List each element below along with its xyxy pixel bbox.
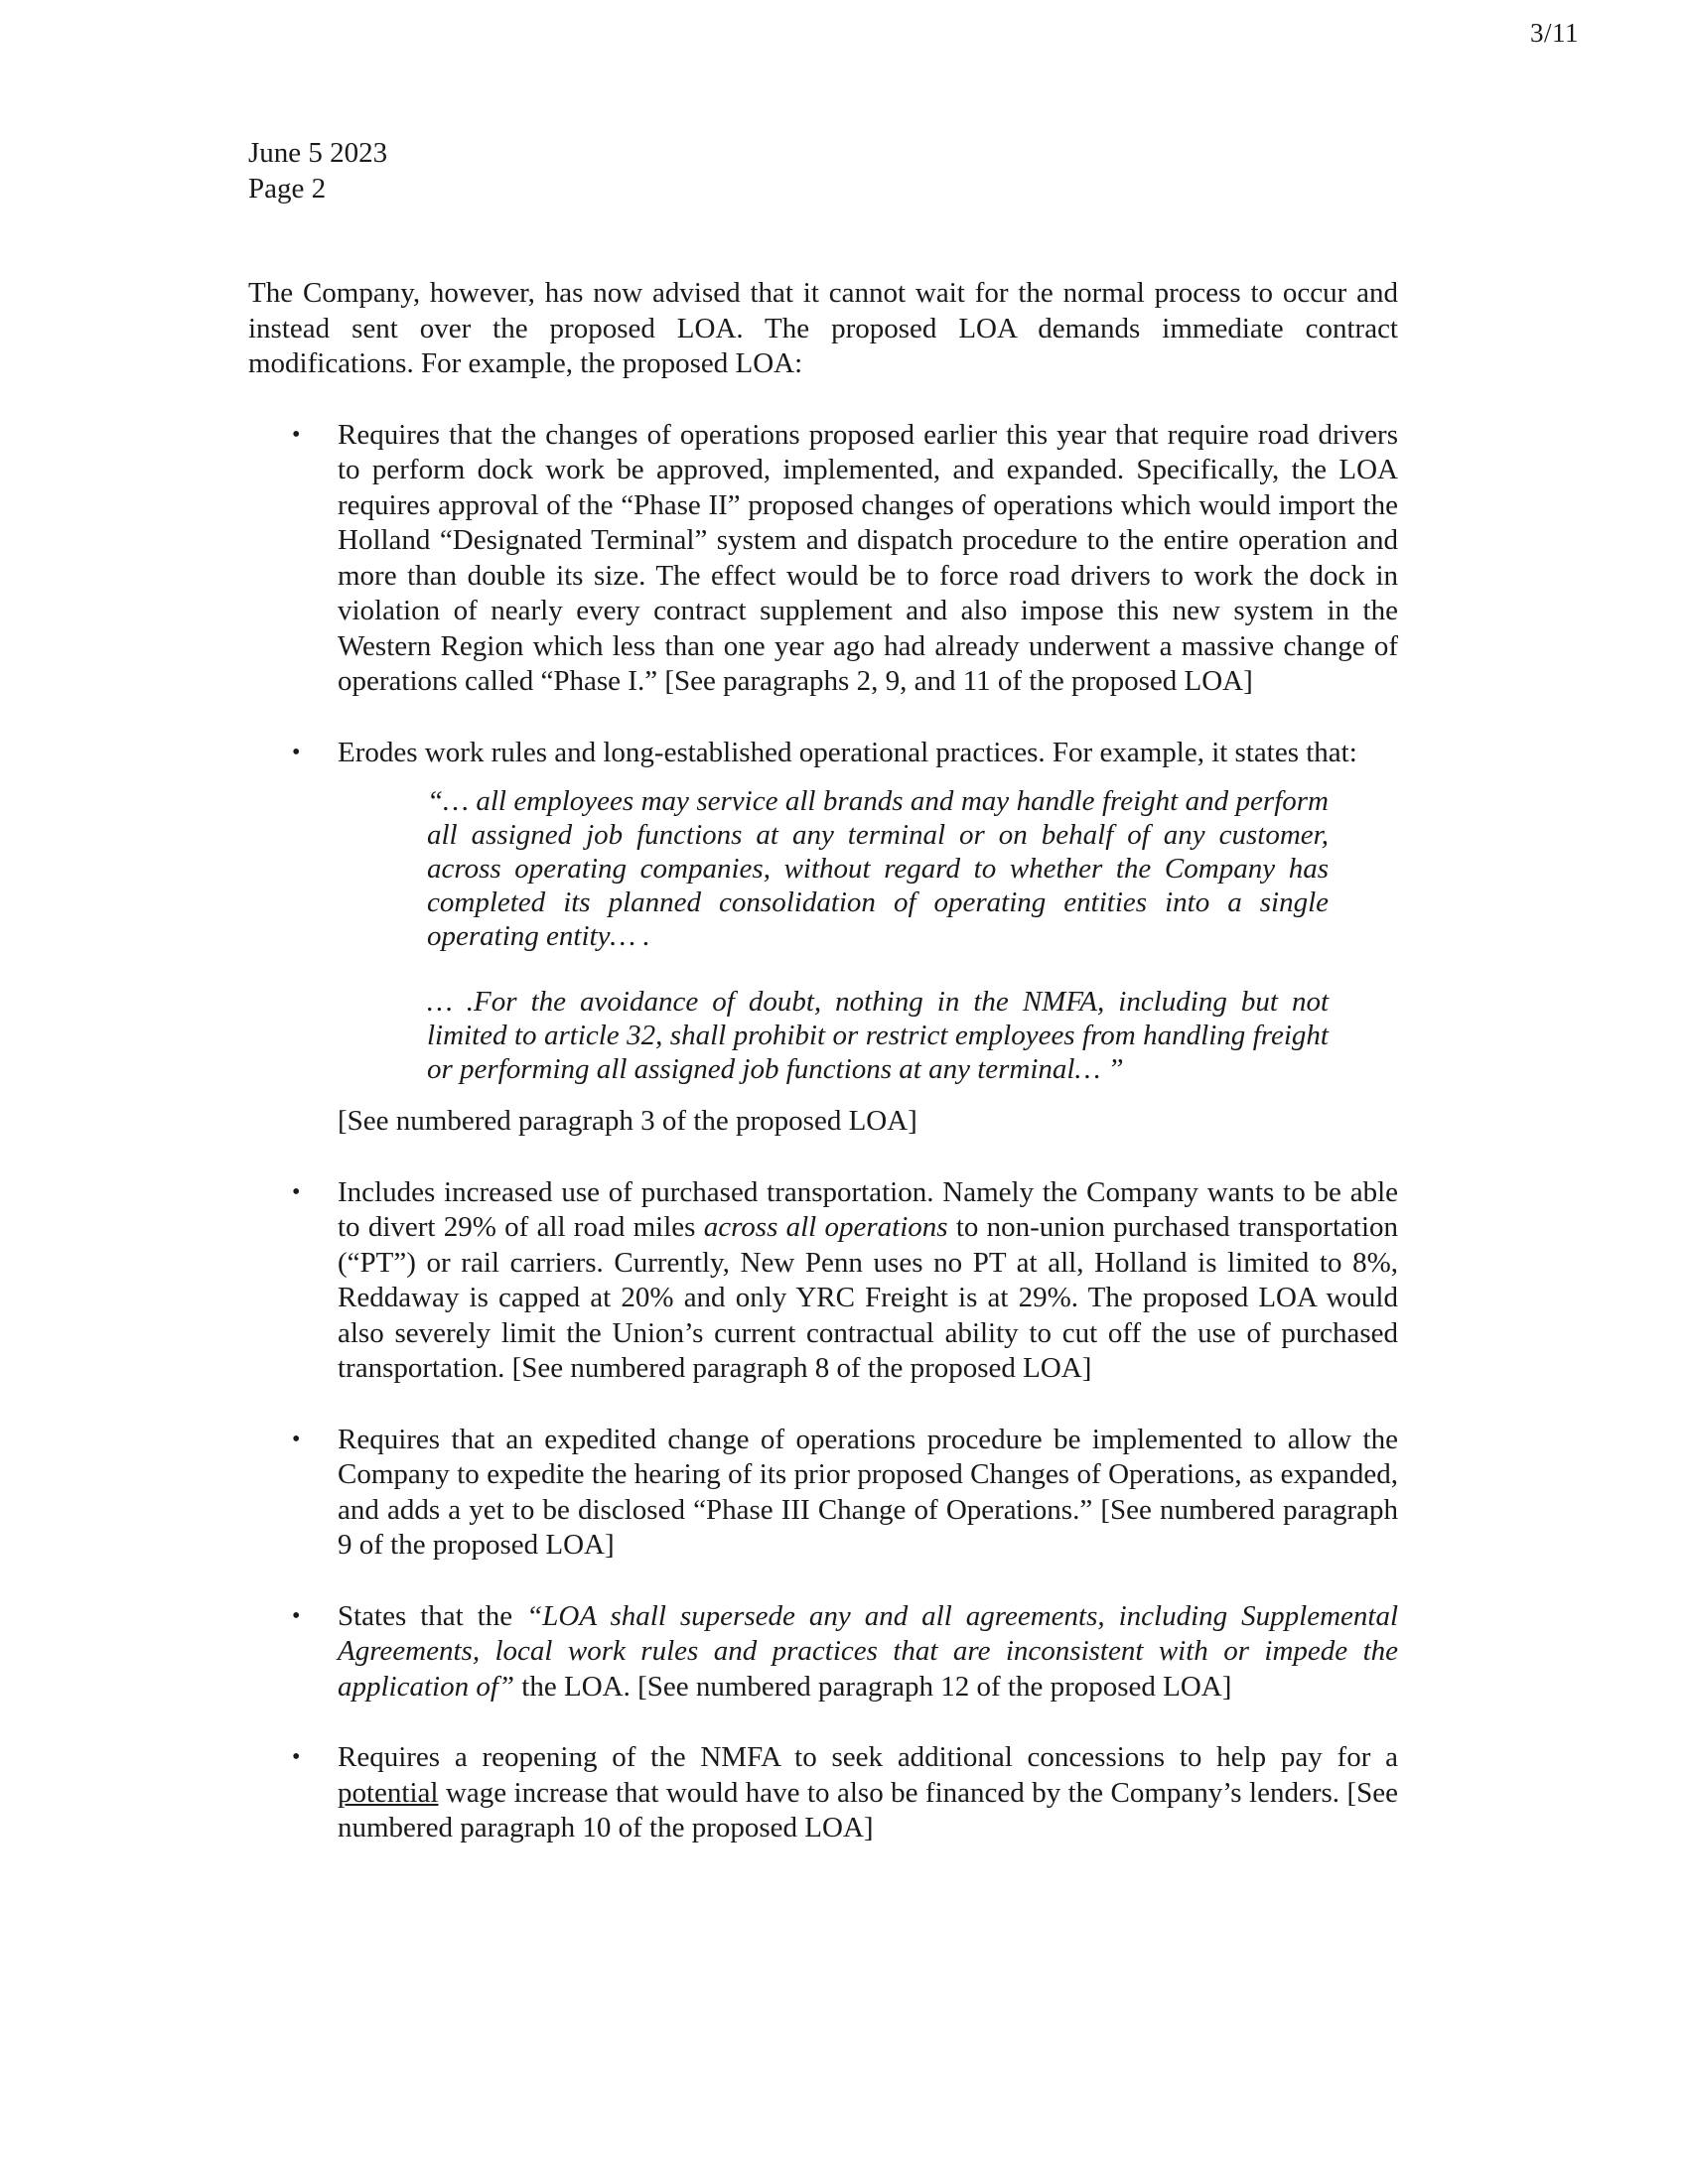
text-run: Requires a reopening of the NMFA to seek additional concessions to help pay for a: [338, 1741, 1398, 1773]
letter-body: [248, 276, 1398, 1882]
list-item: [248, 736, 1398, 1140]
list-item: [248, 1599, 1398, 1706]
letter-page-label: Page 2: [248, 173, 327, 205]
list-item: [248, 1740, 1398, 1846]
text-run: wage increase that would have to also be financed by the Company’s lenders. [See numbered paragraph 10 of the proposed LOA]: [338, 1776, 1398, 1843]
letter-date: June 5 2023: [248, 137, 388, 169]
bullet-text: Requires that the changes of operations proposed earlier this year that require road drivers to perform dock work be approved, implemented, and expanded. Specifically, the LOA requires approval of the “Phase II” proposed changes of operations which would import the Holland “Designated Terminal” system and dispatch procedure to the entire operation and more than double its size. The effect would be to force road drivers to work the dock in violation of nearly every contract supplement and also impose this new system in the Western Region which less than one year ago had already underwent a massive change of operations called “Phase I.” [See paragraphs 2, 9, and 11 of the proposed LOA]: [338, 418, 1398, 697]
letter-header: [248, 135, 387, 206]
text-run: States that the: [338, 1599, 527, 1632]
intro-paragraph: The Company, however, has now advised that it cannot wait for the normal process to occur and instead sent over the proposed LOA. The proposed LOA demands immediate contract modifications. For example, the proposed LOA:: [248, 277, 1398, 379]
underlined-text: potential: [338, 1776, 439, 1809]
text-run: to non-union purchased transportation (“PT”) or rail carriers. Currently, New Penn uses no PT at all, Holland is limited to 8%, Reddaway is capped at 20% and only YRC Freight is at 29%. The proposed LOA would also severely limit the Union’s current contractual ability to cut off the use of purchased transportation. [See numbered paragraph 8 of the proposed LOA]: [338, 1211, 1399, 1384]
bullet-icon: •: [292, 1744, 301, 1770]
bullet-text: [338, 1175, 1398, 1387]
reference-note: [See numbered paragraph 3 of the proposed LOA]: [338, 1105, 917, 1137]
text-run: Includes increased use of purchased transportation. Namely the Company wants to be able to divert 29% of all road miles: [338, 1175, 1398, 1243]
italic-text: “LOA shall supersede any and all agreements, including Supplemental Agreements, local work rules and practices that are inconsistent with or impede the application of”: [338, 1599, 1399, 1703]
bullet-list: [248, 418, 1398, 1846]
list-item: [248, 1175, 1398, 1387]
bullet-icon: •: [292, 1426, 301, 1452]
block-quote: “… all employees may service all brands and may handle freight and perform all assigned job functions at any terminal or on behalf of any customer, across operating companies, without regard to whether the Company has completed its planned consolidation of operating entities into a single operating entity… .: [427, 785, 1329, 952]
bullet-icon: •: [292, 421, 301, 448]
list-item: [248, 418, 1398, 700]
bullet-text: [338, 1599, 1398, 1706]
text-run: the LOA. [See numbered paragraph 12 of the proposed LOA]: [514, 1670, 1232, 1703]
page-number: 3/11: [1530, 18, 1579, 48]
block-quote: … .For the avoidance of doubt, nothing in the NMFA, including but not limited to article 32, shall prohibit or restrict employees from handling freight or performing all assigned job functions at any terminal… ”: [427, 986, 1329, 1085]
bullet-text: Requires that an expedited change of operations procedure be implemented to allow the Company to expedite the hearing of its prior proposed Changes of Operations, as expanded, and adds a yet to be disclosed “Phase III Change of Operations.” [See numbered paragraph 9 of the proposed LOA]: [338, 1423, 1398, 1561]
italic-text: across all operations: [703, 1211, 948, 1243]
bullet-icon: •: [292, 739, 301, 765]
bullet-icon: •: [292, 1602, 301, 1629]
bullet-text: Erodes work rules and long-established operational practices. For example, it states that:: [338, 736, 1357, 768]
bullet-icon: •: [292, 1178, 301, 1205]
list-item: [248, 1423, 1398, 1564]
bullet-text: [338, 1740, 1398, 1846]
